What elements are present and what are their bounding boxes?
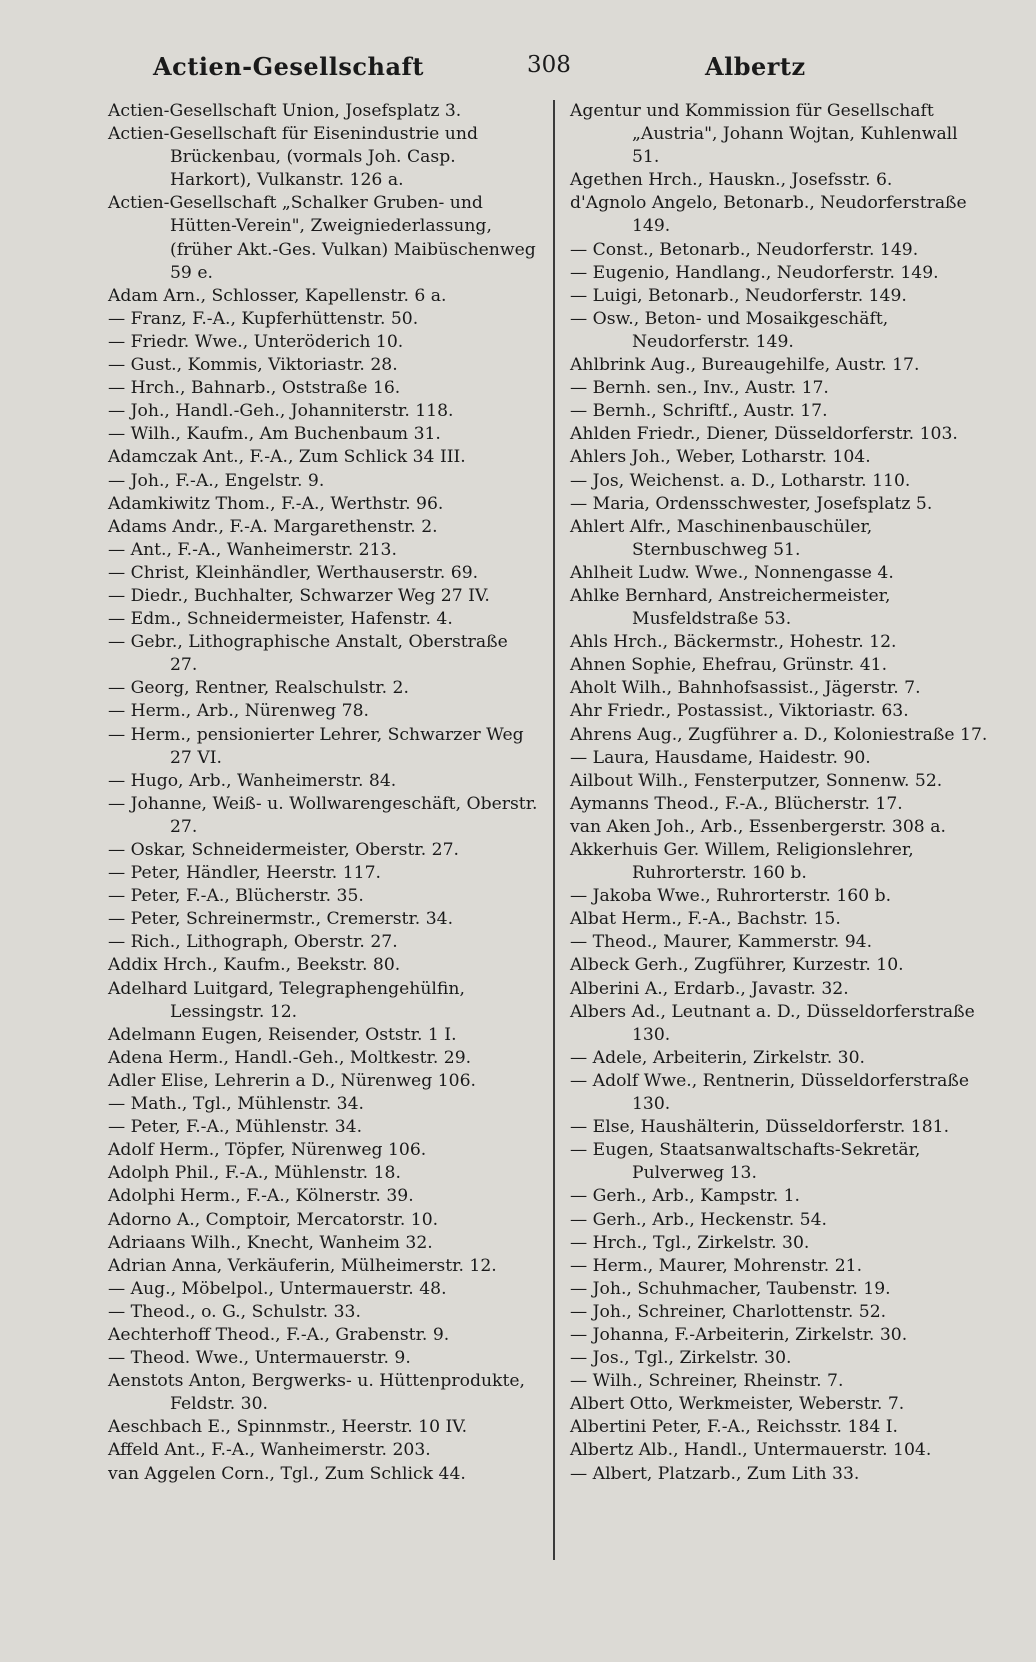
directory-entry: — Aug., Möbelpol., Untermauerstr. 48. xyxy=(108,1278,447,1299)
directory-entry: — Joh., F.-A., Engelstr. 9. xyxy=(108,470,325,491)
directory-entry: Adamkiwitz Thom., F.-A., Werthstr. 96. xyxy=(108,493,444,514)
directory-entry: — Wilh., Kaufm., Am Buchenbaum 31. xyxy=(108,424,441,445)
directory-entry: — Gust., Kommis, Viktoriastr. 28. xyxy=(108,355,398,376)
directory-entry: — Hrch., Tgl., Zirkelstr. 30. xyxy=(570,1232,810,1253)
directory-entry: — Jakoba Wwe., Ruhrorterstr. 160 b. xyxy=(570,886,892,907)
directory-entry: — Herm., Arb., Nürenweg 78. xyxy=(108,701,369,722)
directory-entry: — Johanna, F.-Arbeiterin, Zirkelstr. 30. xyxy=(570,1324,908,1345)
directory-entry: Agentur und Kommission für Gesellschaft „Austria", Johann Wojtan, Kuhlenwall 51. xyxy=(570,101,958,168)
directory-entry: Albert Otto, Werkmeister, Weberstr. 7. xyxy=(570,1394,905,1415)
directory-entry: Adriaans Wilh., Knecht, Wanheim 32. xyxy=(108,1232,433,1253)
directory-entry: — Eugenio, Handlang., Neudorferstr. 149. xyxy=(570,262,939,283)
directory-entry: Albertz Alb., Handl., Untermauerstr. 104. xyxy=(570,1440,932,1461)
directory-entry: — Else, Haushälterin, Düsseldorferstr. 181. xyxy=(570,1117,950,1138)
directory-entry: — Peter, Schreinermstr., Cremerstr. 34. xyxy=(108,909,454,930)
directory-entry: — Gerh., Arb., Heckenstr. 54. xyxy=(570,1209,828,1230)
directory-entry: Aenstots Anton, Bergwerks- u. Hüttenprodukte, Feldstr. 30. xyxy=(108,1371,525,1415)
directory-entry: Adolf Herm., Töpfer, Nürenweg 106. xyxy=(108,1140,427,1161)
directory-entry: Ahlheit Ludw. Wwe., Nonnengasse 4. xyxy=(570,562,894,583)
directory-entry: — Peter, F.-A., Blücherstr. 35. xyxy=(108,886,364,907)
directory-entry: Adolph Phil., F.-A., Mühlenstr. 18. xyxy=(108,1163,401,1184)
directory-entry: Ailbout Wilh., Fensterputzer, Sonnenw. 52. xyxy=(570,770,943,791)
directory-entry: — Franz, F.-A., Kupferhüttenstr. 50. xyxy=(108,308,419,329)
directory-entry: Albertini Peter, F.-A., Reichsstr. 184 I. xyxy=(570,1417,898,1438)
directory-entry: Ahrens Aug., Zugführer a. D., Koloniestraße 17. xyxy=(570,724,988,745)
directory-entry: — Maria, Ordensschwester, Josefsplatz 5. xyxy=(570,493,933,514)
directory-entry: — Gebr., Lithographische Anstalt, Oberstraße 27. xyxy=(108,632,508,676)
directory-entry: Agethen Hrch., Hauskn., Josefsstr. 6. xyxy=(570,170,893,191)
directory-entry: — Jos., Tgl., Zirkelstr. 30. xyxy=(570,1348,792,1369)
directory-entry: — Christ, Kleinhändler, Werthauserstr. 69. xyxy=(108,562,479,583)
directory-entry: — Ant., F.-A., Wanheimerstr. 213. xyxy=(108,539,397,560)
directory-entry: — Eugen, Staatsanwaltschafts-Sekretär, Pulverweg 13. xyxy=(570,1140,921,1184)
header-right-keyword: Albertz xyxy=(705,52,806,81)
directory-entry: — Friedr. Wwe., Unteröderich 10. xyxy=(108,331,404,352)
directory-entry: — Math., Tgl., Mühlenstr. 34. xyxy=(108,1094,365,1115)
directory-entry: — Hugo, Arb., Wanheimerstr. 84. xyxy=(108,770,397,791)
directory-entry: — Const., Betonarb., Neudorferstr. 149. xyxy=(570,239,919,260)
directory-entry: Adam Arn., Schlosser, Kapellenstr. 6 a. xyxy=(108,285,447,306)
directory-entry: — Rich., Lithograph, Oberstr. 27. xyxy=(108,932,398,953)
directory-entry: Actien-Gesellschaft Union, Josefsplatz 3. xyxy=(108,101,462,121)
directory-entry: Ahlbrink Aug., Bureaugehilfe, Austr. 17. xyxy=(570,355,920,376)
directory-entry: Adelmann Eugen, Reisender, Oststr. 1 I. xyxy=(108,1024,457,1045)
directory-entry: — Luigi, Betonarb., Neudorferstr. 149. xyxy=(570,285,907,306)
directory-entry: — Jos, Weichenst. a. D., Lotharstr. 110. xyxy=(570,470,911,491)
directory-entry: — Theod. Wwe., Untermauerstr. 9. xyxy=(108,1348,411,1369)
directory-entry: — Diedr., Buchhalter, Schwarzer Weg 27 IV. xyxy=(108,585,490,606)
directory-entry: Actien-Gesellschaft für Eisenindustrie und Brückenbau, (vormals Joh. Casp. Harkort), Vulkanstr. 126 a. xyxy=(108,124,478,191)
directory-entry: d'Agnolo Angelo, Betonarb., Neudorferstraße 149. xyxy=(570,193,967,237)
directory-entry: Adrian Anna, Verkäuferin, Mülheimerstr. 12. xyxy=(108,1255,497,1276)
directory-entry: Ahr Friedr., Postassist., Viktoriastr. 63. xyxy=(570,701,909,722)
directory-entry: — Adolf Wwe., Rentnerin, Düsseldorferstraße 130. xyxy=(570,1070,970,1115)
directory-entry: — Oskar, Schneidermeister, Oberstr. 27. xyxy=(108,840,459,860)
directory-entry: Ahlden Friedr., Diener, Düsseldorferstr. 103. xyxy=(570,424,958,445)
directory-entry: Alberini A., Erdarb., Javastr. 32. xyxy=(570,978,849,999)
directory-entry: — Georg, Rentner, Realschulstr. 2. xyxy=(108,678,409,699)
directory-entry: — Wilh., Schreiner, Rheinstr. 7. xyxy=(570,1371,844,1392)
header-left-keyword: Actien-Gesellschaft xyxy=(153,52,424,81)
directory-entry: Aechterhoff Theod., F.-A., Grabenstr. 9. xyxy=(108,1324,450,1345)
directory-entry: Adelhard Luitgard, Telegraphengehülfin, Lessingstr. 12. xyxy=(108,978,465,1022)
directory-entry: van Aken Joh., Arb., Essenbergerstr. 308 a. xyxy=(570,816,946,837)
directory-entry: Actien-Gesellschaft „Schalker Gruben- und Hütten-Verein", Zweigniederlassung, (früher Akt.-Ges. Vulkan) Maibüschenweg 59 e. xyxy=(108,193,536,283)
directory-entry: Ahls Hrch., Bäckermstr., Hohestr. 12. xyxy=(570,632,897,653)
directory-entry: Adams Andr., F.-A. Margarethenstr. 2. xyxy=(108,516,438,537)
directory-entry: Ahlke Bernhard, Anstreichermeister, Musfeldstraße 53. xyxy=(570,585,891,630)
directory-entry: Aholt Wilh., Bahnhofsassist., Jägerstr. 7. xyxy=(570,678,921,699)
directory-entry: Ahnen Sophie, Ehefrau, Grünstr. 41. xyxy=(570,655,888,676)
directory-entry: — Edm., Schneidermeister, Hafenstr. 4. xyxy=(108,609,453,630)
directory-entry: — Bernh., Schriftf., Austr. 17. xyxy=(570,401,828,422)
directory-entry: — Gerh., Arb., Kampstr. 1. xyxy=(570,1186,801,1207)
directory-entry: Affeld Ant., F.-A., Wanheimerstr. 203. xyxy=(108,1440,431,1461)
directory-entry: — Theod., Maurer, Kammerstr. 94. xyxy=(570,932,873,953)
directory-entry: — Peter, Händler, Heerstr. 117. xyxy=(108,863,381,884)
directory-entry: Ahlers Joh., Weber, Lotharstr. 104. xyxy=(570,447,871,468)
directory-entry: Albers Ad., Leutnant a. D., Düsseldorferstraße 130. xyxy=(570,1001,975,1045)
directory-entry: — Hrch., Bahnarb., Oststraße 16. xyxy=(108,378,401,399)
directory-entry: — Peter, F.-A., Mühlenstr. 34. xyxy=(108,1117,363,1138)
directory-entry: — Albert, Platzarb., Zum Lith 33. xyxy=(570,1463,860,1484)
column-divider xyxy=(553,100,555,1560)
directory-entry: Addix Hrch., Kaufm., Beekstr. 80. xyxy=(108,955,401,976)
directory-entry: Aeschbach E., Spinnmstr., Heerstr. 10 IV. xyxy=(108,1417,468,1438)
directory-entry: Ahlert Alfr., Maschinenbauschüler, Sternbuschweg 51. xyxy=(570,516,873,560)
directory-entry: — Adele, Arbeiterin, Zirkelstr. 30. xyxy=(570,1047,865,1068)
directory-entry: — Theod., o. G., Schulstr. 33. xyxy=(108,1301,361,1322)
directory-entry: van Aggelen Corn., Tgl., Zum Schlick 44. xyxy=(108,1463,466,1484)
directory-entry: Albeck Gerh., Zugführer, Kurzestr. 10. xyxy=(570,955,904,976)
directory-entry: — Herm., Maurer, Mohrenstr. 21. xyxy=(570,1255,863,1276)
directory-entry: Adorno A., Comptoir, Mercatorstr. 10. xyxy=(108,1209,439,1230)
directory-entry: Albat Herm., F.-A., Bachstr. 15. xyxy=(570,909,841,930)
directory-entry: Akkerhuis Ger. Willem, Religionslehrer, Ruhrorterstr. 160 b. xyxy=(570,840,914,884)
page-number: 308 xyxy=(527,52,571,78)
page-header xyxy=(0,52,1036,88)
directory-entry: Adolphi Herm., F.-A., Kölnerstr. 39. xyxy=(108,1186,414,1207)
directory-entry: — Bernh. sen., Inv., Austr. 17. xyxy=(570,378,829,399)
directory-entry: — Laura, Hausdame, Haidestr. 90. xyxy=(570,747,871,768)
left-column xyxy=(108,100,540,1486)
directory-entry: Adena Herm., Handl.-Geh., Moltkestr. 29. xyxy=(108,1047,472,1068)
directory-entry: — Herm., pensionierter Lehrer, Schwarzer Weg 27 VI. xyxy=(108,724,524,768)
directory-entry: — Joh., Schuhmacher, Taubenstr. 19. xyxy=(570,1278,891,1299)
right-column xyxy=(570,100,988,1486)
directory-entry: Adamczak Ant., F.-A., Zum Schlick 34 III. xyxy=(108,447,466,468)
directory-entry: Aymanns Theod., F.-A., Blücherstr. 17. xyxy=(570,793,903,814)
directory-entry: — Joh., Handl.-Geh., Johanniterstr. 118. xyxy=(108,401,454,422)
directory-entry: — Osw., Beton- und Mosaikgeschäft, Neudorferstr. 149. xyxy=(570,308,889,352)
directory-entry: — Johanne, Weiß- u. Wollwarengeschäft, Oberstr. 27. xyxy=(108,793,538,837)
directory-entry: Adler Elise, Lehrerin a D., Nürenweg 106. xyxy=(108,1070,476,1091)
directory-entry: — Joh., Schreiner, Charlottenstr. 52. xyxy=(570,1301,887,1322)
